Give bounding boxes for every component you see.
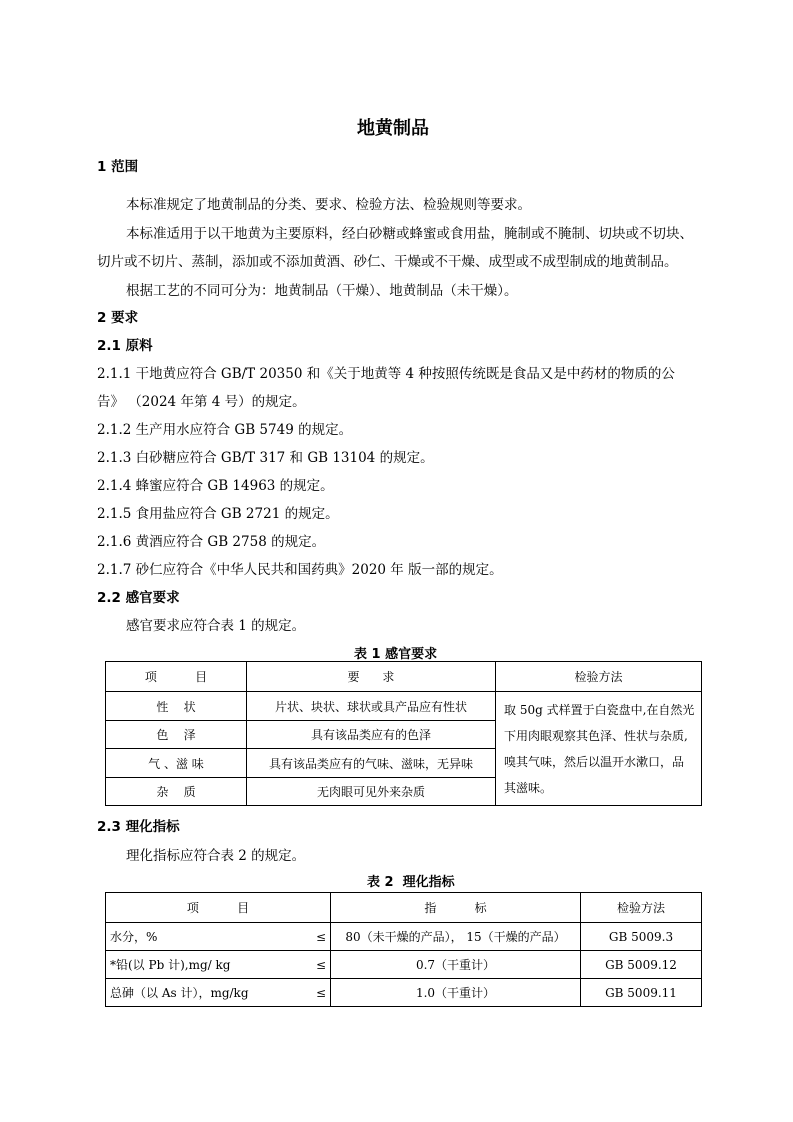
paragraph: 根据工艺的不同可分为：地黄制品（干燥）、地黄制品（未干燥）。 (126, 283, 518, 299)
paragraph: 切片或不切片、蒸制，添加或不添加黄酒、砂仁、干燥或不干燥、成型或不成型制成的地黄制品。 (97, 254, 678, 270)
table2-header-item: 项 目 (106, 893, 331, 923)
table2 (105, 892, 702, 1007)
le-symbol: ≤ (315, 929, 326, 944)
table-cell: 具有该品类应有的色泽 (247, 721, 496, 749)
page-title: 地黄制品 (357, 118, 429, 139)
le-symbol: ≤ (315, 957, 326, 972)
table-cell (106, 923, 331, 951)
table-cell: GB 5009.12 (581, 951, 702, 979)
table1-header-item: 项 目 (106, 662, 247, 692)
clause-2-1-3: 2.1.3 白砂糖应符合 GB/T 317 和 GB 13104 的规定。 (97, 450, 434, 466)
table2-header-method: 检验方法 (581, 893, 702, 923)
table-cell: 色 泽 (106, 721, 247, 749)
table-cell: 0.7（干重计） (331, 951, 581, 979)
section-2-3-heading: 2.3 理化指标 (97, 819, 180, 835)
table1-header-method: 检验方法 (496, 662, 702, 692)
section-2-2-heading: 2.2 感官要求 (97, 590, 180, 606)
table-cell: 性 状 (106, 692, 247, 721)
clause-2-1-7: 2.1.7 砂仁应符合《中华人民共和国药典》2020 年 版一部的规定。 (97, 562, 503, 578)
table1-header-req: 要 求 (247, 662, 496, 692)
table-cell: 片状、块状、球状或具产品应有性状 (247, 692, 496, 721)
item-label: 水分，% (110, 930, 158, 944)
section-2-heading: 2 要求 (97, 310, 139, 326)
paragraph: 本标准适用于以干地黄为主要原料，经白砂糖或蜂蜜或食用盐，腌制或不腌制、切块或不切块、 (126, 226, 693, 242)
table1-method-cell: 取 50g 式样置于白瓷盘中,在自然光下用肉眼观察其色泽、性状与杂质,嗅其气味，然后以温开水漱口，品其滋味。 (496, 692, 702, 806)
table2-caption: 表 2 理化指标 (367, 875, 455, 890)
table-cell: 杂 质 (106, 778, 247, 806)
paragraph: 理化指标应符合表 2 的规定。 (126, 848, 306, 864)
table-cell: 气 、滋 味 (106, 749, 247, 778)
table1-caption: 表 1 感官要求 (354, 647, 438, 662)
table1 (105, 661, 702, 806)
section-1-heading: 1 范围 (97, 159, 139, 175)
clause-2-1-1: 2.1.1 干地黄应符合 GB/T 20350 和《关于地黄等 4 种按照传统既是食品又是中药材的物质的公 (97, 366, 675, 382)
clause-2-1-6: 2.1.6 黄酒应符合 GB 2758 的规定。 (97, 534, 326, 550)
clause-2-1-5: 2.1.5 食用盐应符合 GB 2721 的规定。 (97, 506, 339, 522)
table-cell: 1.0（干重计） (331, 979, 581, 1007)
paragraph: 本标准规定了地黄制品的分类、要求、检验方法、检验规则等要求。 (126, 197, 531, 213)
paragraph: 感官要求应符合表 1 的规定。 (126, 618, 306, 634)
item-label: 总砷（以 As 计），mg/kg (110, 986, 249, 1000)
table-cell: GB 5009.3 (581, 923, 702, 951)
section-2-1-heading: 2.1 原料 (97, 338, 153, 354)
table-cell (106, 951, 331, 979)
table-cell: 80（未干燥的产品）， 15（干燥的产品） (331, 923, 581, 951)
table-cell: GB 5009.11 (581, 979, 702, 1007)
table-cell: 具有该品类应有的气味、滋味，无异味 (247, 749, 496, 778)
clause-2-1-4: 2.1.4 蜂蜜应符合 GB 14963 的规定。 (97, 478, 334, 494)
le-symbol: ≤ (315, 985, 326, 1000)
clause-2-1-1-cont: 告》 （2024 年第 4 号）的规定。 (97, 394, 306, 410)
table-cell: 无肉眼可见外来杂质 (247, 778, 496, 806)
table2-header-index: 指 标 (331, 893, 581, 923)
item-label: *铅(以 Pb 计),mg/ kg (110, 958, 231, 972)
clause-2-1-2: 2.1.2 生产用水应符合 GB 5749 的规定。 (97, 422, 353, 438)
table-cell (106, 979, 331, 1007)
